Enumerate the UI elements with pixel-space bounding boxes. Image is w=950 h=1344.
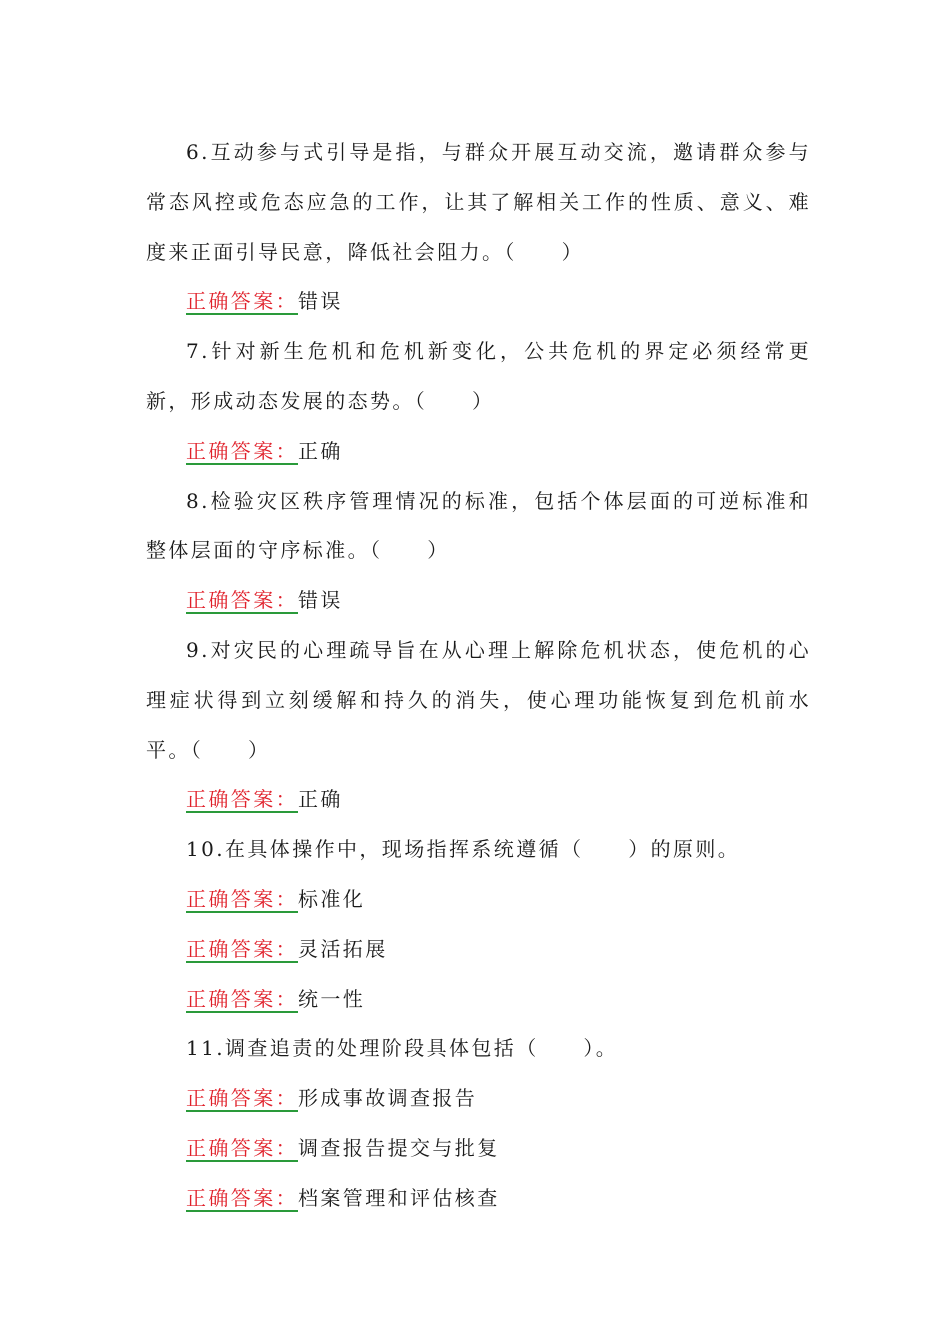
question-11: 11.调查追责的处理阶段具体包括（ ）。: [186, 1036, 619, 1061]
question-6: 6.互动参与式引导是指，与群众开展互动交流，邀请群众参与常态风控或危态应急的工作，让其了解相关工作的性质、意义、难度来正面引导民意，降低社会阻力。（ ）: [146, 140, 811, 264]
question-7: 7.针对新生危机和危机新变化，公共危机的界定必须经常更新，形成动态发展的态势。（ ）: [146, 339, 811, 413]
answer-line: [146, 1124, 811, 1174]
answer-value: 错误: [298, 588, 343, 613]
answer-label: 正确答案：: [186, 936, 298, 961]
question-9: 9.对灾民的心理疏导旨在从心理上解除危机状态，使危机的心理症状得到立刻缓解和持久的消失，使心理功能恢复到危机前水平。（ ）: [146, 637, 811, 762]
answer-value: 正确: [298, 787, 343, 812]
answer-line: [146, 925, 811, 975]
answer-label: 正确答案：: [186, 1135, 298, 1160]
answer-label: 正确答案：: [186, 886, 298, 911]
answer-label: 正确答案：: [186, 588, 298, 613]
answer-line: [146, 427, 811, 477]
question-list: [146, 128, 811, 1224]
answer-line: [146, 1074, 811, 1124]
question-10: 10.在具体操作中，现场指挥系统遵循（ ）的原则。: [186, 837, 741, 862]
answer-label: 正确答案：: [186, 289, 298, 314]
answer-value: 标准化: [298, 886, 366, 911]
answer-line: [146, 1174, 811, 1224]
answer-line: [146, 775, 811, 825]
answer-value: 统一性: [298, 986, 366, 1011]
answer-value: 档案管理和评估核查: [298, 1185, 500, 1210]
answer-label: 正确答案：: [186, 787, 298, 812]
question-8: 8.检验灾区秩序管理情况的标准，包括个体层面的可逆标准和整体层面的守序标准。（ ）: [146, 488, 811, 563]
answer-value: 调查报告提交与批复: [298, 1135, 500, 1160]
answer-line: [146, 576, 811, 626]
answer-label: 正确答案：: [186, 438, 298, 463]
answer-value: 错误: [298, 289, 343, 314]
answer-line: [146, 875, 811, 925]
answer-value: 灵活拓展: [298, 936, 388, 961]
answer-value: 正确: [298, 438, 343, 463]
answer-label: 正确答案：: [186, 986, 298, 1011]
answer-label: 正确答案：: [186, 1086, 298, 1111]
answer-label: 正确答案：: [186, 1185, 298, 1210]
answer-line: [146, 975, 811, 1025]
answer-value: 形成事故调查报告: [298, 1086, 478, 1111]
answer-line: [146, 277, 811, 327]
